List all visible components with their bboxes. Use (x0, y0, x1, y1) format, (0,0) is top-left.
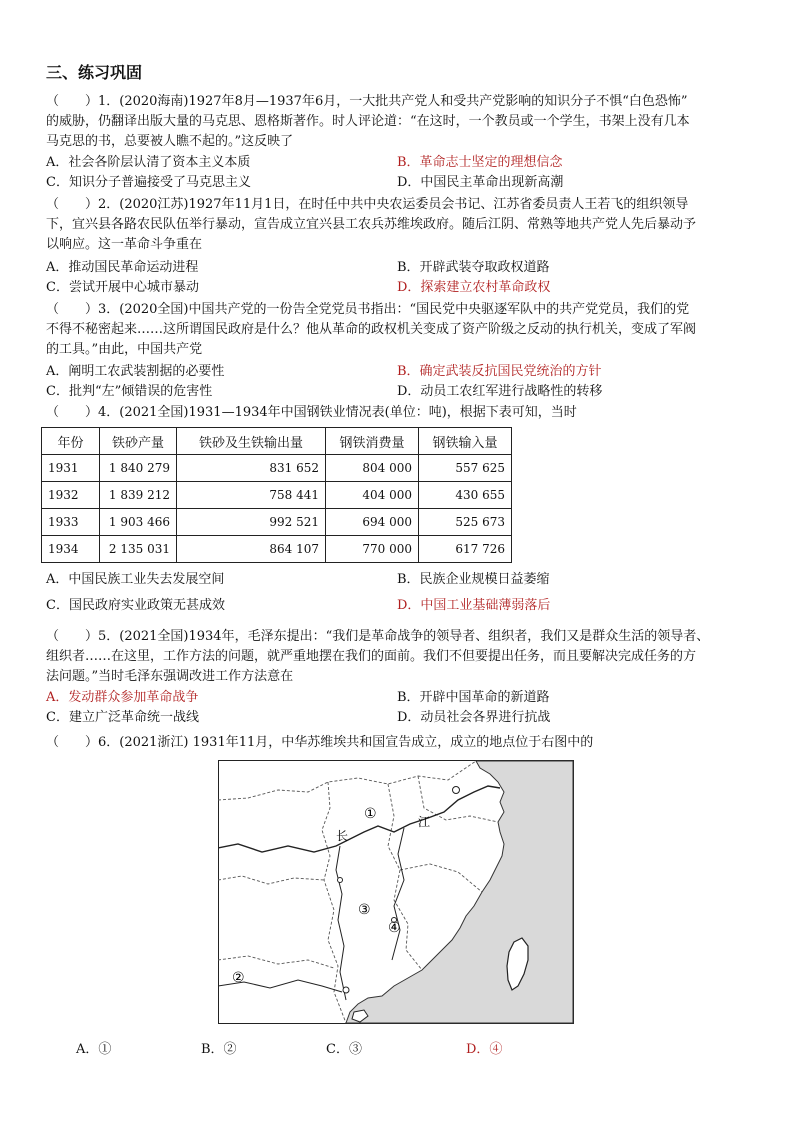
southeast-china-map (218, 760, 574, 1024)
table-cell: 2 135 031 (100, 536, 177, 563)
question-2-line-2: 下，宜兴县各路农民队伍举行暴动，宣告成立宜兴县工农兵苏维埃政府。随后江阴、常熟等地共产党人先后暴动予 (46, 217, 697, 232)
table-cell: 864 107 (177, 536, 326, 563)
q2-option-b[interactable]: B．开辟武装夺取政权道路 (397, 260, 550, 275)
table-cell: 557 625 (419, 455, 512, 482)
q6-option-c[interactable]: C．③ (326, 1042, 362, 1057)
table-cell: 1933 (42, 509, 100, 536)
table-cell: 770 000 (326, 536, 419, 563)
q3-option-a[interactable]: A．阐明工农武装割据的必要性 (46, 364, 225, 379)
table-cell: 1934 (42, 536, 100, 563)
map-label-2: ② (232, 970, 245, 986)
question-2-line-3: 以响应。这一革命斗争重在 (46, 237, 203, 252)
q3-option-b[interactable]: B．确定武装反抗国民党统治的方针 (397, 364, 602, 379)
city-marker (338, 878, 343, 883)
table-cell: 804 000 (326, 455, 419, 482)
section-title: 三、练习巩固 (46, 63, 143, 82)
q1-option-b[interactable]: B．革命志士坚定的理想信念 (397, 155, 563, 170)
table-header: 铁砂及生铁输出量 (177, 428, 326, 455)
question-1-line-1: （ ）1．(2020海南)1927年8月—1937年6月，一大批共产党人和受共产党影响的知识分子不惧“白色恐怖” (46, 94, 688, 109)
q1-option-a[interactable]: A．社会各阶层认清了资本主义本质 (46, 155, 251, 170)
table-header: 钢铁输入量 (419, 428, 512, 455)
question-3-line-2: 不得不秘密起来……这所谓国民政府是什么？他从革命的政权机关变成了资产阶级之反动的执行机关，变成了军阀 (46, 322, 697, 337)
question-1-line-3: 马克思的书，总要被人瞧不起的。”这反映了 (46, 134, 294, 149)
question-2 (46, 195, 762, 255)
table-cell: 694 000 (326, 509, 419, 536)
table-cell: 831 652 (177, 455, 326, 482)
table-cell: 1932 (42, 482, 100, 509)
q2-option-c[interactable]: C．尝试开展中心城市暴动 (46, 280, 199, 295)
question-5-options (46, 688, 762, 728)
table-cell: 992 521 (177, 509, 326, 536)
question-5-line-2: 组织者……在这里，工作方法的问题，就严重地摆在我们的面前。我们不但要提出任务，而且要解决完成任务的方 (46, 649, 697, 664)
table-cell: 1 840 279 (100, 455, 177, 482)
q3-option-c[interactable]: C．批判“左”倾错误的危害性 (46, 384, 213, 399)
q5-option-b[interactable]: B．开辟中国革命的新道路 (397, 690, 550, 705)
table-cell: 404 000 (326, 482, 419, 509)
q4-option-b[interactable]: B．民族企业规模日益萎缩 (397, 572, 550, 587)
table-cell: 617 726 (419, 536, 512, 563)
q4-option-c[interactable]: C．国民政府实业政策无甚成效 (46, 598, 225, 613)
q5-option-a[interactable]: A．发动群众参加革命战争 (46, 690, 199, 705)
question-4-options (46, 570, 762, 616)
table-header: 铁砂产量 (100, 428, 177, 455)
question-3-line-1: （ ）3．(2020全国)中国共产党的一份告全党党员书指出：“国民党中央驱逐军队中的共产党党员，我们的党 (46, 302, 690, 317)
question-6-options (76, 1038, 596, 1058)
table-cell: 1 839 212 (100, 482, 177, 509)
table-row (42, 536, 512, 563)
q6-option-b[interactable]: B．② (201, 1042, 237, 1057)
q6-option-d[interactable]: D．④ (466, 1042, 503, 1057)
table-row (42, 509, 512, 536)
table-cell: 525 673 (419, 509, 512, 536)
map-label-3: ③ (358, 902, 371, 918)
question-2-options (46, 258, 762, 298)
question-1-line-2: 的威胁，仍翻译出版大量的马克思、恩格斯著作。时人评论道：“在这时，一个教员或一个学生，书架上没有几本 (46, 114, 690, 129)
question-2-line-1: （ ）2．(2020江苏)1927年11月1日，在时任中共中央农运委员会书记、江苏省委员责人王若飞的组织领导 (46, 197, 689, 212)
q4-option-a[interactable]: A．中国民族工业失去发展空间 (46, 572, 225, 587)
q2-option-d[interactable]: D．探索建立农村革命政权 (397, 280, 551, 295)
question-6-line-1: （ ）6．(2021浙江) 1931年11月，中华苏维埃共和国宣告成立，成立的地点位于右图中的 (46, 735, 594, 750)
table-cell: 758 441 (177, 482, 326, 509)
question-3-line-3: 的工具。”由此，中国共产党 (46, 342, 203, 357)
question-5-line-1: （ ）5．(2021全国)1934年，毛泽东提出：“我们是革命战争的领导者、组织者，我们又是群众生活的领导者、 (46, 629, 710, 644)
question-5-line-3: 法问题。”当时毛泽东强调改进工作方法意在 (46, 669, 294, 684)
q5-option-c[interactable]: C．建立广泛革命统一战线 (46, 710, 199, 725)
question-1-options (46, 153, 762, 193)
q3-option-d[interactable]: D．动员工农红军进行战略性的转移 (397, 384, 603, 399)
table-cell: 1931 (42, 455, 100, 482)
question-3-options (46, 362, 762, 402)
question-6 (46, 733, 762, 753)
table-header: 年份 (42, 428, 100, 455)
question-4-line-1: （ ）4．(2021全国)1931—1934年中国钢铁业情况表(单位：吨)，根据下表可知，当时 (46, 405, 577, 420)
question-5 (46, 627, 762, 687)
table-cell: 1 903 466 (100, 509, 177, 536)
city-marker (453, 787, 460, 794)
map-label-1: ① (364, 806, 377, 822)
steel-industry-table (41, 427, 512, 563)
table-row (42, 455, 512, 482)
q6-option-a[interactable]: A．① (76, 1042, 112, 1057)
table-header: 钢铁消费量 (326, 428, 419, 455)
question-4 (46, 403, 762, 423)
question-1 (46, 92, 762, 152)
table-row (42, 482, 512, 509)
city-marker (343, 987, 349, 993)
map-label-jiang: 江 (418, 815, 431, 829)
question-3 (46, 300, 762, 360)
q5-option-d[interactable]: D．动员社会各界进行抗战 (397, 710, 551, 725)
map-label-chang: 长 (336, 829, 349, 843)
q1-option-d[interactable]: D．中国民主革命出现新高潮 (397, 175, 564, 190)
q1-option-c[interactable]: C．知识分子普遍接受了马克思主义 (46, 175, 251, 190)
q4-option-d[interactable]: D．中国工业基础薄弱落后 (397, 598, 551, 613)
table-header-row (42, 428, 512, 455)
q2-option-a[interactable]: A．推动国民革命运动进程 (46, 260, 199, 275)
map-label-4: ④ (388, 920, 401, 936)
table-cell: 430 655 (419, 482, 512, 509)
